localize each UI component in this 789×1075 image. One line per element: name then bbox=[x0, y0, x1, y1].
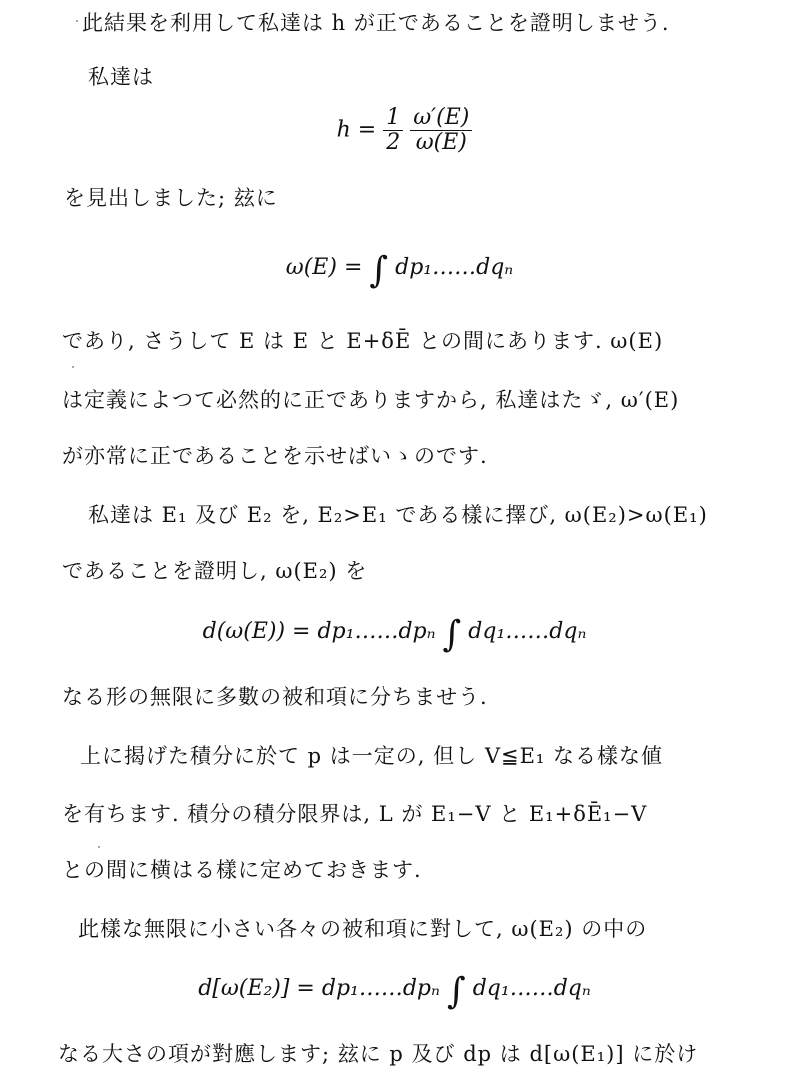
text-line-10: 上に揭げた積分に於て p は一定の, 但し V≦E₁ なる樣な値 bbox=[80, 744, 664, 768]
text-line-8: であることを證明し, ω(E₂) を bbox=[62, 559, 368, 583]
text-line-4: であり, さうして E は E と E+δĒ との間にあります. ω(E) bbox=[62, 329, 664, 353]
text-line-11: を有ちます. 積分の積分限界は, L が E₁−V と E₁+δĒ₁−V bbox=[62, 802, 648, 826]
print-speck bbox=[76, 20, 78, 22]
text-line-13: 此樣な無限に小さい各々の被和項に對して, ω(E₂) の中の bbox=[78, 917, 648, 941]
equation-h: h = $\frac{1}{2}$ $\frac{\omega'(E)}{\omega(E)}$ bbox=[0, 106, 789, 155]
equation-d-omega: d(ω(E)) = dp₁……dpₙ ∫ dq₁……dqₙ bbox=[202, 614, 587, 655]
text-line-5: は定義によつて必然的に正でありますから, 私達はたゞ, ω′(E) bbox=[62, 388, 680, 412]
text-line-14: なる大さの項が對應します; 玆に p 及び dp は d[ω(E₁)] に於け bbox=[58, 1042, 699, 1066]
text-line-3: を見出しました; 玆に bbox=[64, 186, 278, 210]
print-speck bbox=[98, 846, 100, 848]
text-line-1: 此結果を利用して私達は h が正であることを證明しませう. bbox=[82, 11, 670, 35]
equation-d-omega-e2: d[ω(E₂)] = dp₁……dpₙ ∫ dq₁……dqₙ bbox=[198, 971, 591, 1012]
text-line-9: なる形の無限に多數の被和項に分ちませう. bbox=[62, 685, 488, 709]
print-speck bbox=[72, 366, 74, 368]
text-line-2: 私達は bbox=[88, 65, 154, 89]
equation-omega: ω(E) = ∫ dp₁……dqₙ bbox=[285, 250, 514, 291]
text-line-7: 私達は E₁ 及び E₂ を, E₂>E₁ である樣に擇び, ω(E₂)>ω(E₁) bbox=[88, 503, 708, 527]
text-line-6: が亦常に正であることを示せばいゝのです. bbox=[62, 444, 488, 468]
text-line-12: との間に横はる樣に定めておきます. bbox=[62, 858, 422, 882]
